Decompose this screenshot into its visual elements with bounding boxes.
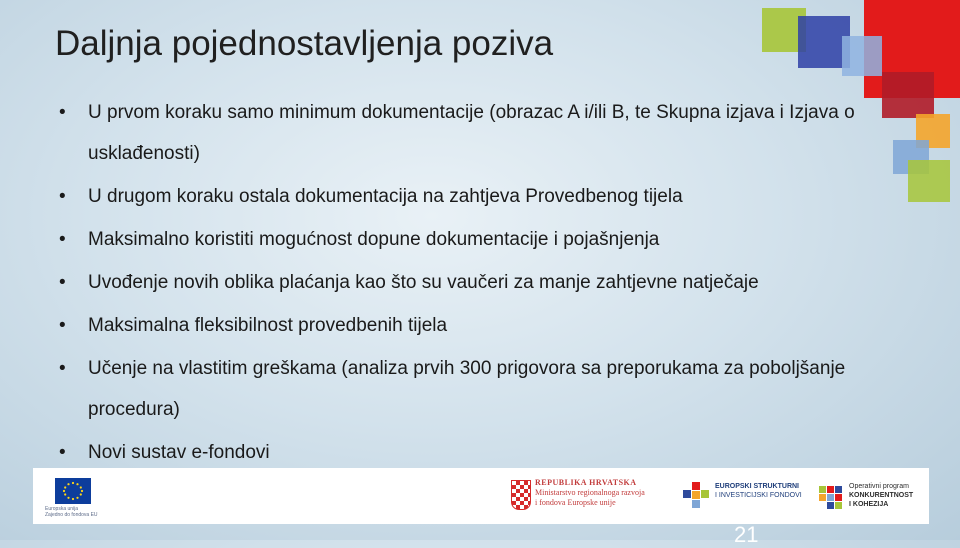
list-item-text: Maksimalna fleksibilnost provedbenih tijela [88,315,448,336]
croatia-coat-of-arms-icon [511,480,531,510]
list-item [55,176,895,217]
page-title: Daljnja pojednostavljenja poziva [55,24,554,63]
list-item-text: Uvođenje novih oblika plaćanja kao što su vaučeri za manje zahtjevne natječaje [88,272,759,293]
bullet-dot: • [59,272,66,293]
list-item [55,262,895,303]
esif-logo-icon [683,482,709,508]
eu-caption-line: Zajedno do fondova EU [45,512,98,518]
ministry-caption-line: i fondova Europske unije [535,498,616,507]
op-caption [849,482,913,509]
list-item-text: U drugom koraku ostala dokumentacija na zahtjeva Provedbenog tijela [88,186,683,207]
operational-programme-logo-icon [819,486,843,510]
bullet-dot: • [59,315,66,336]
ministry-caption [535,478,645,508]
list-item [55,92,895,174]
esif-caption-line: EUROPSKI STRUKTURNI [715,483,800,490]
page-number: 21 [734,522,759,547]
esif-caption-line: I INVESTICIJSKI FONDOVI [715,492,802,499]
list-item [55,432,895,473]
list-item-text: Maksimalno koristiti mogućnost dopune dokumentacije i pojašnjenja [88,229,660,250]
ministry-caption-line: Ministarstvo regionalnoga razvoja [535,488,645,497]
bullet-list [55,92,895,475]
logo-footer [33,468,929,524]
list-item-text: U prvom koraku samo minimum dokumentacije (obrazac A i/ili B, te Skupna izjava i Izjava o usklađenosti) [88,102,855,164]
bullet-dot: • [59,229,66,250]
list-item [55,348,895,430]
eu-caption [45,506,105,518]
corner-square-lightblue [842,36,882,76]
list-item-text: Učenje na vlastitim greškama (analiza prvih 300 prigovora sa preporukama za poboljšanje procedura) [88,358,846,420]
ministry-caption-line: REPUBLIKA HRVATSKA [535,478,637,487]
list-item [55,305,895,346]
eu-caption-line: Europska unija [45,506,79,512]
bullet-dot: • [59,102,66,123]
op-caption-line: Operativni program [849,483,909,490]
op-caption-line: I KOHEZIJA [849,501,889,508]
list-item-text: Novi sustav e-fondovi [88,442,270,463]
bullet-dot: • [59,186,66,207]
op-caption-line: KONKURENTNOST [849,492,914,499]
bullet-dot: • [59,442,66,463]
bullet-dot: • [59,358,66,379]
list-item [55,219,895,260]
eu-flag-icon [55,478,91,504]
corner-square-lime [908,160,950,202]
esif-caption [715,482,802,500]
